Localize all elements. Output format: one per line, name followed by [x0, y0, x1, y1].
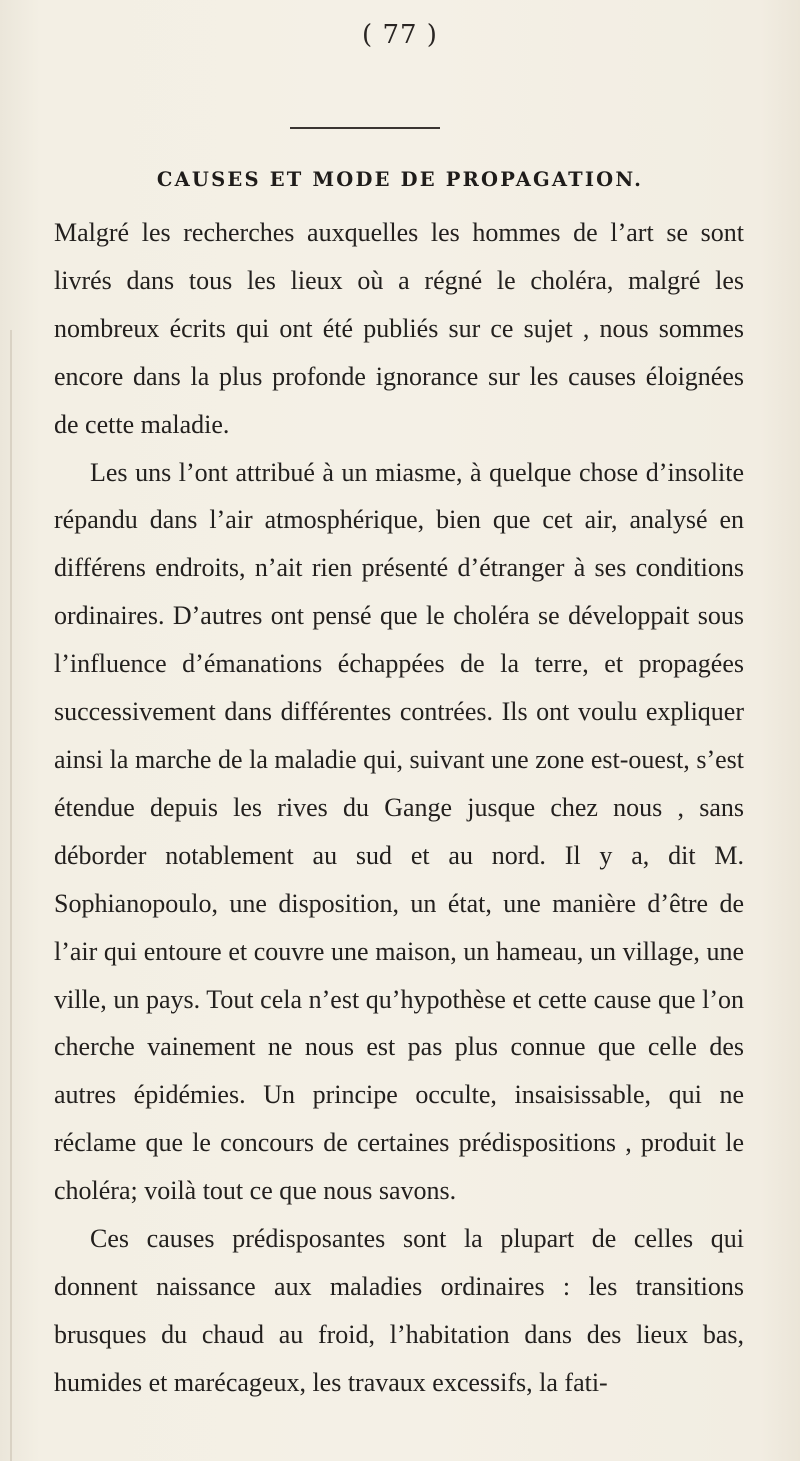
paragraph-3: Ces causes prédisposantes sont la plupart de celles qui donnent naissance aux maladies ordinaires : les transitions brusques du chaud au froid, l’habitation dans des lieux bas, humides et marécageux, les travaux excessifs, la fati-	[54, 1224, 744, 1397]
section-title: CAUSES ET MODE DE PROPAGATION.	[156, 168, 644, 191]
body-text	[54, 209, 744, 1407]
page-edge-shadow	[10, 330, 12, 1461]
paragraph-1: Malgré les recherches auxquelles les hommes de l’art se sont livrés dans tous les lieux où a régné le choléra, malgré les nombreux écrits qui ont été publiés sur ce sujet , nous sommes encore dans la plus profonde ignorance sur les causes éloignées de cette maladie.	[54, 218, 744, 439]
header-rule	[290, 127, 440, 129]
page-number: ( 77 )	[362, 20, 438, 50]
paragraph-2: Les uns l’ont attribué à un miasme, à quelque chose d’insolite répandu dans l’air atmosphérique, bien que cet air, analysé en différens endroits, n’ait rien présenté d’étranger à ses conditions ordinaires. D’autres ont pensé que le choléra se développait sous l’influence d’émanations échappées de la terre, et propagées successivement dans différentes contrées. Ils ont voulu expliquer ainsi la marche de la maladie qui, suivant une zone est-ouest, s’est étendue depuis les rives du Gange jusque chez nous , sans déborder notablement au sud et au nord. Il y a, dit M. Sophianopoulo, une disposition, un état, une manière d’être de l’air qui entoure et couvre une maison, un hameau, un village, une ville, un pays. Tout cela n’est qu’hypothèse et cette cause que l’on cherche vainement ne nous est pas plus connue que celle des autres épidémies. Un principe occulte, insaisissable, qui ne réclame que le concours de certaines prédispositions , produit le choléra; voilà tout ce que nous savons.	[54, 457, 744, 1206]
